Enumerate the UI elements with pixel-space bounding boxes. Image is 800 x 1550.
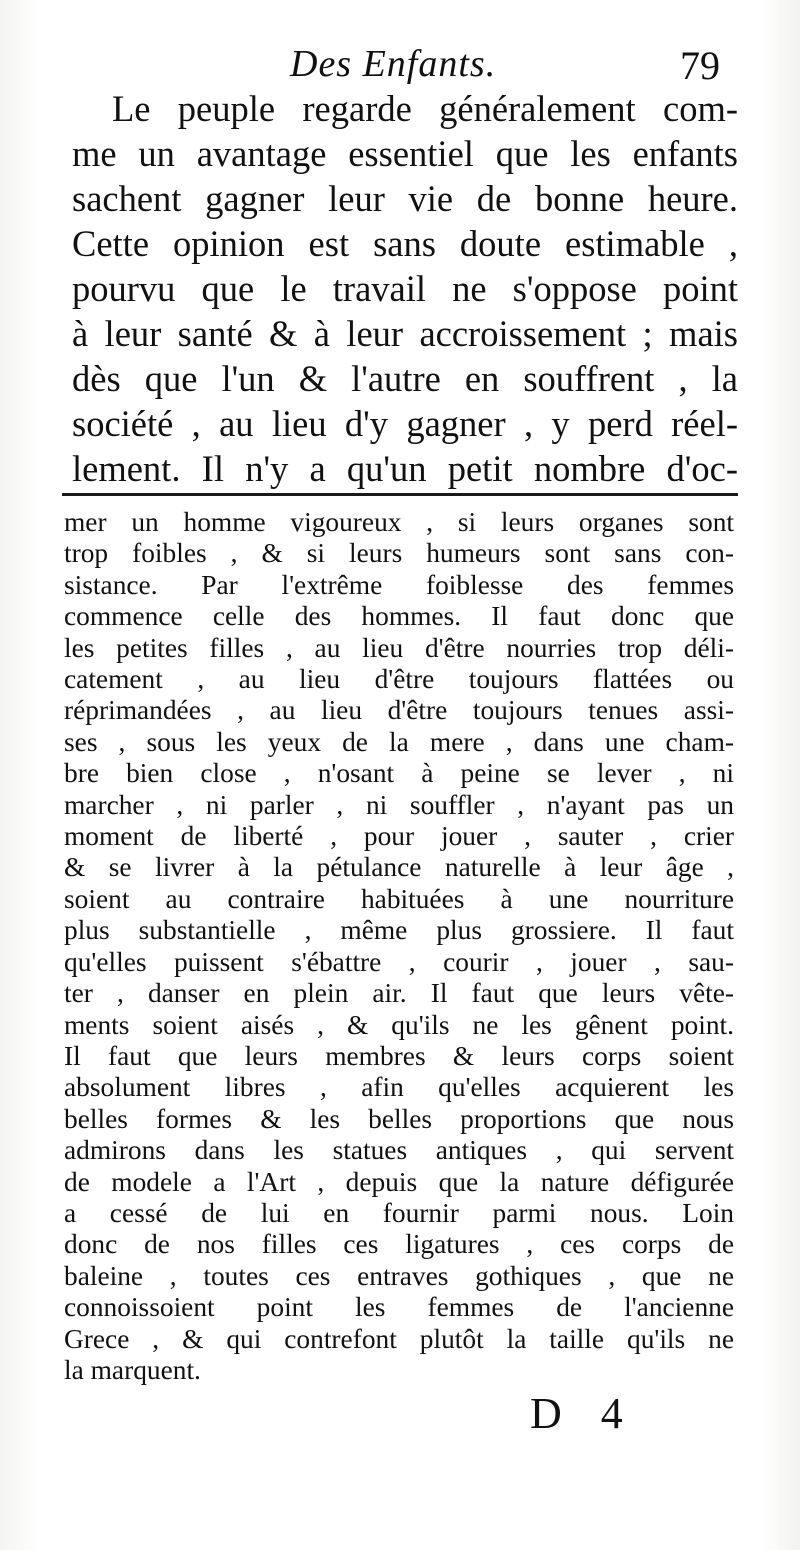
footnote-line: la marquent. bbox=[64, 1354, 201, 1385]
footnote-line: ter , danser en plein air. Il faut que leurs vête- bbox=[64, 978, 734, 1009]
footnote-divider bbox=[62, 493, 738, 496]
footnote-line: Grece , & qui contrefont plutôt la taille qu'ils ne bbox=[64, 1323, 734, 1354]
main-text-line: pourvu que le travail ne s'oppose point bbox=[72, 268, 738, 309]
signature-mark: D 4 bbox=[530, 1389, 637, 1438]
footnote-line: qu'elles puissent s'ébattre , courir , jouer , sau- bbox=[64, 946, 734, 977]
footnote-line: baleine , toutes ces entraves gothiques , que ne bbox=[64, 1260, 734, 1291]
footnote-line: admirons dans les statues antiques , qui servent bbox=[64, 1135, 734, 1166]
main-text-line: lement. Il n'y a qu'un petit nombre d'oc- bbox=[72, 448, 738, 489]
footnote-line: plus substantielle , même plus grossiere. Il faut bbox=[64, 915, 734, 946]
footnote-line: moment de liberté , pour jouer , sauter , crier bbox=[64, 821, 734, 852]
main-text-block bbox=[72, 86, 738, 491]
footnote-line: belles formes & les belles proportions que nous bbox=[64, 1103, 734, 1134]
footnote-line: catement , au lieu d'être toujours flattées ou bbox=[64, 664, 734, 695]
footnote-block bbox=[64, 507, 734, 1386]
footnote-line: réprimandées , au lieu d'être toujours tenues assi- bbox=[64, 695, 734, 726]
footnote-line: sistance. Par l'extrême foiblesse des femmes bbox=[64, 569, 734, 600]
main-text-line: me un avantage essentiel que les enfants bbox=[72, 133, 738, 174]
footnote-line: trop foibles , & si leurs humeurs sont sans con- bbox=[64, 538, 734, 569]
footnote-line: de modele a l'Art , depuis que la nature défigurée bbox=[64, 1166, 734, 1197]
footnote-line: mer un homme vigoureux , si leurs organes sont bbox=[64, 507, 734, 537]
main-text-line: dès que l'un & l'autre en souffrent , la bbox=[72, 358, 738, 399]
footnote-line: ses , sous les yeux de la mere , dans une cham- bbox=[64, 726, 734, 757]
footnote-line: commence celle des hommes. Il faut donc que bbox=[64, 601, 734, 632]
footnote-line: connoissoient point les femmes de l'ancienne bbox=[64, 1292, 734, 1323]
footnote-line: & se livrer à la pétulance naturelle à leur âge , bbox=[64, 852, 734, 883]
running-head: Des Enfants. bbox=[290, 43, 497, 85]
main-text-line: Cette opinion est sans doute estimable , bbox=[72, 223, 738, 264]
footnote-line: Il faut que leurs membres & leurs corps soient bbox=[64, 1040, 734, 1071]
page-number: 79 bbox=[680, 43, 720, 88]
footnote-line: a cessé de lui en fournir parmi nous. Loin bbox=[64, 1197, 734, 1228]
footnote-line: absolument libres , afin qu'elles acquierent les bbox=[64, 1072, 734, 1103]
main-text-line: à leur santé & à leur accroissement ; mais bbox=[72, 313, 738, 354]
main-text-line: Le peuple regarde généralement com- bbox=[112, 88, 738, 129]
main-text-line: sachent gagner leur vie de bonne heure. bbox=[72, 178, 738, 219]
footnote-line: marcher , ni parler , ni souffler , n'ayant pas un bbox=[64, 789, 734, 820]
footnote-line: ments soient aisés , & qu'ils ne les gênent point. bbox=[64, 1009, 734, 1040]
footnote-line: les petites filles , au lieu d'être nourries trop déli- bbox=[64, 632, 734, 663]
footnote-line: soient au contraire habituées à une nourriture bbox=[64, 883, 734, 914]
footnote-line: donc de nos filles ces ligatures , ces corps de bbox=[64, 1229, 734, 1260]
footnote-line: bre bien close , n'osant à peine se lever , ni bbox=[64, 758, 734, 789]
main-text-line: société , au lieu d'y gagner , y perd réel- bbox=[72, 403, 738, 444]
